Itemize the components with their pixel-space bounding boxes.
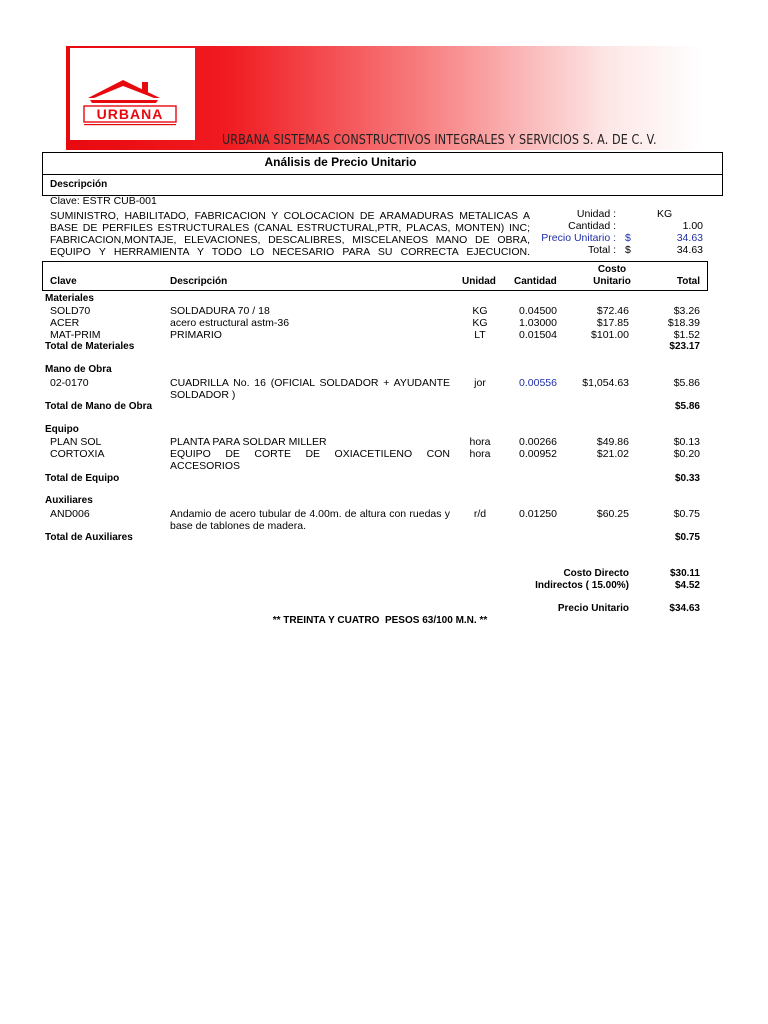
amount-in-words: ** TREINTA Y CUATRO PESOS 63/100 M.N. ** xyxy=(272,615,488,626)
row-descripcion: PRIMARIO xyxy=(170,329,222,341)
subtotal-value: $0.75 xyxy=(674,532,700,543)
row-costo: $49.86 xyxy=(596,436,629,448)
row-costo: $60.25 xyxy=(596,508,629,520)
row-cantidad: 0.04500 xyxy=(519,305,557,317)
row-descripcion: CUADRILLA No. 16 (OFICIAL SOLDADOR + AYUDANTE SOLDADOR ) xyxy=(170,377,450,401)
row-total: $3.26 xyxy=(673,305,700,317)
row-clave: ACER xyxy=(50,317,80,329)
row-clave: SOLD70 xyxy=(50,305,91,317)
subtotal-label: Total de Equipo xyxy=(45,473,120,484)
row-total: $0.13 xyxy=(673,436,700,448)
pu-currency: $ xyxy=(625,232,631,244)
row-descripcion: EQUIPO DE CORTE DE OXIACETILENO CON ACCESORIOS xyxy=(170,448,450,472)
cantidad-label: Cantidad : xyxy=(568,220,616,232)
col-cantidad: Cantidad xyxy=(514,276,557,287)
col-total: Total xyxy=(676,276,700,287)
costo-directo-label: Costo Directo xyxy=(563,568,629,579)
section-mano-obra: Mano de Obra xyxy=(45,364,112,375)
row-clave: CORTOXIA xyxy=(50,448,105,460)
row-descripcion: PLANTA PARA SOLDAR MILLER xyxy=(170,436,327,448)
pu-label: Precio Unitario : xyxy=(541,232,616,244)
row-descripcion: acero estructural astm-36 xyxy=(170,317,290,329)
row-total: $1.52 xyxy=(673,329,700,341)
row-clave: MAT-PRIM xyxy=(50,329,101,341)
section-auxiliares: Auxiliares xyxy=(45,495,93,506)
row-costo: $72.46 xyxy=(596,305,629,317)
row-total: $5.86 xyxy=(673,377,700,389)
company-name: URBANA SISTEMAS CONSTRUCTIVOS INTEGRALES Y SERVICIOS S. A. DE C. V. xyxy=(222,133,657,148)
row-unidad: LT xyxy=(474,329,486,341)
col-unidad: Unidad xyxy=(462,276,496,287)
logo-wordmark: URBANA xyxy=(96,106,164,122)
cantidad-value: 1.00 xyxy=(682,220,703,232)
row-descripcion: SOLDADURA 70 / 18 xyxy=(170,305,270,317)
concept-code: Clave: ESTR CUB-001 xyxy=(50,195,157,207)
subtotal-label: Total de Materiales xyxy=(45,341,135,352)
subtotal-label: Total de Mano de Obra xyxy=(45,401,153,412)
row-cantidad: 0.01504 xyxy=(519,329,557,341)
row-cantidad: 0.01250 xyxy=(519,508,557,520)
col-descripcion: Descripción xyxy=(170,276,228,287)
row-cantidad: 1.03000 xyxy=(519,317,557,329)
row-unidad: hora xyxy=(469,448,491,460)
col-costo-line2: Unitario xyxy=(593,276,631,287)
indirectos-value: $4.52 xyxy=(674,580,700,591)
page-title: Análisis de Precio Unitario xyxy=(264,155,417,169)
subtotal-value: $0.33 xyxy=(674,473,700,484)
row-total: $0.20 xyxy=(673,448,700,460)
pu-value: 34.63 xyxy=(676,232,703,244)
row-unidad: jor xyxy=(474,377,486,389)
house-logo-icon xyxy=(70,48,195,140)
col-costo-line1: Costo xyxy=(597,264,627,275)
subtotal-label: Total de Auxiliares xyxy=(45,532,133,543)
total-currency: $ xyxy=(625,244,631,256)
subtotal-value: $23.17 xyxy=(669,341,700,352)
costo-directo-value: $30.11 xyxy=(669,568,700,579)
section-equipo: Equipo xyxy=(45,424,79,435)
description-heading: Descripción xyxy=(50,179,108,190)
row-costo: $17.85 xyxy=(596,317,629,329)
row-clave: AND006 xyxy=(50,508,90,520)
precio-unitario-label: Precio Unitario xyxy=(557,603,629,614)
total-value: 34.63 xyxy=(676,244,703,256)
row-cantidad: 0.00556 xyxy=(519,377,557,389)
row-clave: 02-0170 xyxy=(50,377,89,389)
precio-unitario-value: $34.63 xyxy=(669,603,700,614)
description-header-box xyxy=(42,174,723,196)
col-clave: Clave xyxy=(50,276,77,287)
company-logo xyxy=(70,48,195,140)
row-unidad: r/d xyxy=(473,508,487,520)
section-materiales: Materiales xyxy=(45,293,94,304)
indirectos-label: Indirectos ( 15.00%) xyxy=(535,580,629,591)
row-costo: $1,054.63 xyxy=(582,377,629,389)
row-unidad: KG xyxy=(472,317,488,329)
concept-description: SUMINISTRO, HABILITADO, FABRICACION Y COLOCACION DE ARAMADURAS METALICAS A BASE DE PERFILES ESTRUCTURALES (CANAL ESTRUCTURAL,PTR, PLACAS, MONTEN) INC; FABRICACION,MONTAJE, ELEVACIONES, DESCALIBRES, MISCELANEOS MANO DE OBRA, EQUIPO Y HERRAMIENTA Y TODO LO NECESARIO PARA SU CORRECTA EJECUCION. xyxy=(50,210,530,258)
row-total: $18.39 xyxy=(667,317,700,329)
row-cantidad: 0.00266 xyxy=(519,436,557,448)
row-unidad: KG xyxy=(472,305,488,317)
row-cantidad: 0.00952 xyxy=(519,448,557,460)
total-label: Total : xyxy=(587,244,616,256)
row-total: $0.75 xyxy=(673,508,700,520)
unidad-value: KG xyxy=(657,208,673,220)
row-unidad: hora xyxy=(469,436,491,448)
subtotal-value: $5.86 xyxy=(674,401,700,412)
row-costo: $21.02 xyxy=(596,448,629,460)
row-descripcion: Andamio de acero tubular de 4.00m. de altura con ruedas y base de tablones de madera. xyxy=(170,508,450,532)
row-clave: PLAN SOL xyxy=(50,436,102,448)
unidad-label: Unidad : xyxy=(576,208,616,220)
row-costo: $101.00 xyxy=(591,329,629,341)
